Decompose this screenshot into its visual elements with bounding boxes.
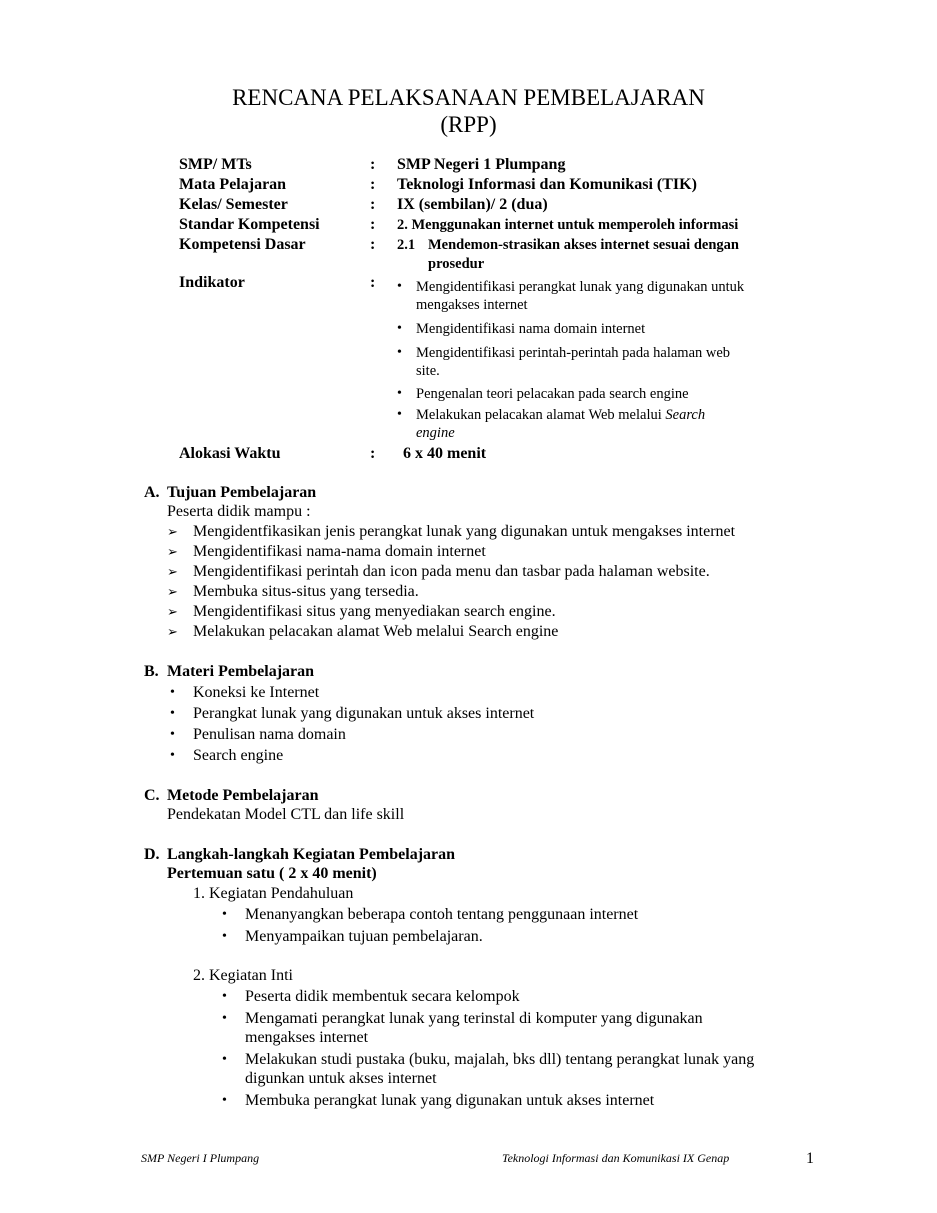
step2-item: Melakukan studi pustaka (buku, majalah, bks dll) tentang perangkat lunak yang: [245, 1051, 755, 1068]
material-item: Perangkat lunak yang digunakan untuk akses internet: [193, 705, 535, 722]
arrow-bullet-icon: ➢: [167, 604, 178, 619]
bullet-icon: •: [222, 1093, 227, 1108]
step2-item: Peserta didik membentuk secara kelompok: [245, 988, 520, 1005]
section-c-letter: C.: [144, 787, 160, 804]
bullet-icon: •: [397, 279, 402, 294]
indicator-label: Indikator: [179, 274, 245, 291]
objective-item: Mengidentifikasi perintah dan icon pada menu dan tasbar pada halaman website.: [193, 563, 710, 580]
bullet-icon: •: [222, 1052, 227, 1067]
arrow-bullet-icon: ➢: [167, 544, 178, 559]
colon: :: [370, 236, 376, 253]
indicator-item-cont: engine: [416, 425, 455, 441]
indicator-item: Mengidentifikasi perintah-perintah pada halaman web: [416, 345, 731, 361]
section-a-letter: A.: [144, 484, 160, 501]
step2-item: Mengamati perangkat lunak yang terinstal di komputer yang digunakan: [245, 1010, 703, 1027]
indicator-item-cont: mengakses internet: [416, 297, 528, 313]
arrow-bullet-icon: ➢: [167, 564, 178, 579]
document-subtitle: (RPP): [440, 112, 497, 137]
section-b-letter: B.: [144, 663, 159, 680]
material-item: Search engine: [193, 747, 284, 764]
bullet-icon: •: [397, 386, 402, 401]
bullet-icon: •: [397, 407, 402, 422]
indicator-item-italic: Search: [665, 407, 706, 423]
section-a-title: Tujuan Pembelajaran: [167, 484, 317, 501]
indicator-item-text: Melakukan pelacakan alamat Web melalui: [416, 407, 666, 423]
arrow-bullet-icon: ➢: [167, 584, 178, 599]
bullet-icon: •: [222, 989, 227, 1004]
subject-value: Teknologi Informasi dan Komunikasi (TIK): [397, 176, 697, 193]
class-value: IX (sembilan)/ 2 (dua): [397, 196, 548, 213]
arrow-bullet-icon: ➢: [167, 524, 178, 539]
bullet-icon: •: [170, 727, 175, 742]
colon: :: [370, 176, 376, 193]
step2-title: 2. Kegiatan Inti: [193, 967, 293, 984]
school-value: SMP Negeri 1 Plumpang: [397, 156, 566, 173]
step2-item: Membuka perangkat lunak yang digunakan untuk akses internet: [245, 1092, 655, 1109]
kd-number: 2.1: [397, 237, 416, 253]
objective-item: Mengidentfikasikan jenis perangkat lunak yang digunakan untuk mengakses internet: [193, 523, 736, 540]
sk-value: 2. Menggunakan internet untuk memperoleh informasi: [397, 217, 739, 233]
time-label: Alokasi Waktu: [179, 445, 281, 462]
bullet-icon: •: [222, 929, 227, 944]
kd-value-line1: Mendemon-strasikan akses internet sesuai dengan: [428, 237, 739, 253]
material-item: Koneksi ke Internet: [193, 684, 320, 701]
indicator-item: [416, 406, 705, 424]
bullet-icon: •: [170, 748, 175, 763]
indicator-item: Mengidentifikasi nama domain internet: [416, 321, 646, 337]
bullet-icon: •: [397, 345, 402, 360]
colon: :: [370, 156, 376, 173]
colon: :: [370, 274, 376, 291]
subject-label: Mata Pelajaran: [179, 176, 287, 193]
time-value: 6 x 40 menit: [403, 445, 487, 462]
bullet-icon: •: [222, 907, 227, 922]
objective-item: Melakukan pelacakan alamat Web melalui Search engine: [193, 623, 559, 640]
document-title: RENCANA PELAKSANAAN PEMBELAJARAN: [232, 85, 705, 110]
class-label: Kelas/ Semester: [179, 196, 288, 213]
bullet-icon: •: [170, 685, 175, 700]
indicator-item: Mengidentifikasi perangkat lunak yang digunakan untuk: [416, 279, 745, 295]
colon: :: [370, 445, 376, 462]
section-b-title: Materi Pembelajaran: [167, 663, 315, 680]
objective-item: Mengidentifikasi situs yang menyediakan search engine.: [193, 603, 556, 620]
section-d-letter: D.: [144, 846, 160, 863]
bullet-icon: •: [397, 321, 402, 336]
footer-school: SMP Negeri I Plumpang: [141, 1151, 260, 1165]
objective-item: Membuka situs-situs yang tersedia.: [193, 583, 419, 600]
step2-item-cont: digunkan untuk akses internet: [245, 1070, 437, 1087]
step1-item: Menanyangkan beberapa contoh tentang penggunaan internet: [245, 906, 639, 923]
page-number: 1: [806, 1150, 814, 1167]
indicator-item: Pengenalan teori pelacakan pada search engine: [416, 386, 689, 402]
bullet-icon: •: [170, 706, 175, 721]
arrow-bullet-icon: ➢: [167, 624, 178, 639]
meeting-title: Pertemuan satu ( 2 x 40 menit): [167, 865, 377, 882]
school-label: SMP/ MTs: [179, 156, 252, 173]
indicator-item-cont: site.: [416, 363, 440, 379]
sk-label: Standar Kompetensi: [179, 216, 320, 233]
section-c-title: Metode Pembelajaran: [167, 787, 319, 804]
kd-label: Kompetensi Dasar: [179, 236, 306, 253]
kd-value-line2: prosedur: [428, 256, 485, 272]
section-a-intro: Peserta didik mampu :: [167, 503, 311, 520]
section-d-title: Langkah-langkah Kegiatan Pembelajaran: [167, 846, 456, 863]
objective-item: Mengidentifikasi nama-nama domain internet: [193, 543, 486, 560]
step1-item: Menyampaikan tujuan pembelajaran.: [245, 928, 483, 945]
section-c-text: Pendekatan Model CTL dan life skill: [167, 806, 405, 823]
bullet-icon: •: [222, 1011, 227, 1026]
material-item: Penulisan nama domain: [193, 726, 346, 743]
colon: :: [370, 216, 376, 233]
footer-subject: Teknologi Informasi dan Komunikasi IX Genap: [502, 1151, 730, 1165]
step2-item-cont: mengakses internet: [245, 1029, 369, 1046]
colon: :: [370, 196, 376, 213]
step1-title: 1. Kegiatan Pendahuluan: [193, 885, 354, 902]
